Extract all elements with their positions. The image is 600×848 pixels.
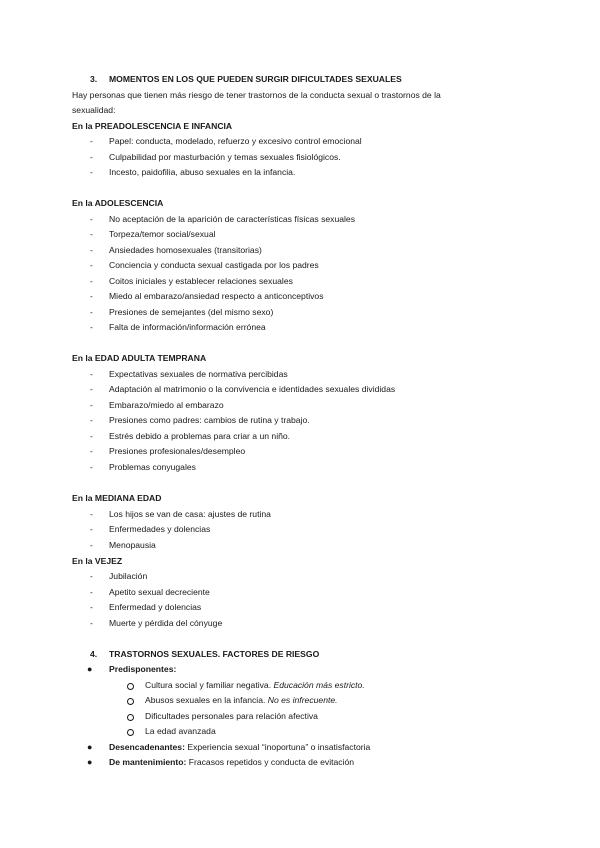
bullet-icon: ●: [87, 757, 93, 767]
dash-marker: -: [90, 322, 93, 332]
section-3-intro-line2: sexualidad:: [72, 105, 116, 115]
dash-marker: -: [90, 571, 93, 581]
dash-marker: -: [90, 245, 93, 255]
dash-marker: -: [90, 540, 93, 550]
list-item: Presiones como padres: cambios de rutina y trabajo.: [109, 415, 310, 425]
section-4-title: TRASTORNOS SEXUALES. FACTORES DE RIESGO: [109, 649, 320, 659]
dash-marker: -: [90, 260, 93, 270]
dash-marker: -: [90, 307, 93, 317]
group-heading-mediana-edad: En la MEDIANA EDAD: [72, 493, 162, 503]
list-item: Coitos iniciales y establecer relaciones sexuales: [109, 276, 293, 286]
list-item: Abusos sexuales en la infancia. No es infrecuente.: [145, 695, 338, 705]
mantenimiento-line: De mantenimiento: Fracasos repetidos y conducta de evitación: [109, 757, 355, 767]
dash-marker: -: [90, 229, 93, 239]
group-heading-adolescencia: En la ADOLESCENCIA: [72, 198, 164, 208]
list-item: Estrés debido a problemas para criar a un niño.: [109, 431, 291, 441]
list-item: Falta de información/información errónea: [109, 322, 266, 332]
group-heading-vejez: En la VEJEZ: [72, 556, 123, 566]
dash-marker: -: [90, 431, 93, 441]
dash-marker: -: [90, 369, 93, 379]
bullet-icon: ●: [87, 742, 93, 752]
group-heading-edad-adulta: En la EDAD ADULTA TEMPRANA: [72, 353, 207, 363]
dash-marker: -: [90, 509, 93, 519]
list-item: Cultura social y familiar negativa. Educación más estricto.: [145, 680, 365, 690]
list-item: Embarazo/miedo al embarazo: [109, 400, 224, 410]
list-item: Enfermedades y dolencias: [109, 524, 211, 534]
dash-marker: -: [90, 167, 93, 177]
list-item: Conciencia y conducta sexual castigada por los padres: [109, 260, 319, 270]
circle-bullet-icon: [127, 683, 134, 690]
list-item: Torpeza/temor social/sexual: [109, 229, 216, 239]
list-item: Incesto, paidofilia, abuso sexuales en la infancia.: [109, 167, 296, 177]
desencadenantes-line: Desencadenantes: Experiencia sexual “inoportuna” o insatisfactoria: [109, 742, 371, 752]
list-item: Papel: conducta, modelado, refuerzo y excesivo control emocional: [109, 136, 362, 146]
dash-marker: -: [90, 618, 93, 628]
list-item: Adaptación al matrimonio o la convivencia e identidades sexuales divididas: [109, 384, 396, 394]
circle-bullet-icon: [127, 698, 134, 705]
list-item: Dificultades personales para relación afectiva: [145, 711, 318, 721]
section-3-title: MOMENTOS EN LOS QUE PUEDEN SURGIR DIFICULTADES SEXUALES: [109, 74, 402, 84]
list-item: La edad avanzada: [145, 726, 216, 736]
list-item: Muerte y pérdida del cónyuge: [109, 618, 223, 628]
list-item: No aceptación de la aparición de características físicas sexuales: [109, 214, 356, 224]
dash-marker: -: [90, 276, 93, 286]
dash-marker: -: [90, 384, 93, 394]
circle-bullet-icon: [127, 729, 134, 736]
list-item: Miedo al embarazo/ansiedad respecto a anticonceptivos: [109, 291, 324, 301]
predisponentes-label: Predisponentes:: [109, 664, 177, 674]
section-3-number: 3.: [90, 74, 98, 84]
dash-marker: -: [90, 415, 93, 425]
list-item: Presiones de semejantes (del mismo sexo): [109, 307, 274, 317]
list-item: Menopausia: [109, 540, 156, 550]
dash-marker: -: [90, 587, 93, 597]
group-heading-preadolescencia: En la PREADOLESCENCIA E INFANCIA: [72, 121, 233, 131]
list-item: Presiones profesionales/desempleo: [109, 446, 246, 456]
dash-marker: -: [90, 152, 93, 162]
bullet-icon: ●: [87, 664, 93, 674]
circle-bullet-icon: [127, 714, 134, 721]
list-item: Enfermedad y dolencias: [109, 602, 202, 612]
dash-marker: -: [90, 524, 93, 534]
list-item: Expectativas sexuales de normativa percibidas: [109, 369, 288, 379]
dash-marker: -: [90, 602, 93, 612]
list-item: Los hijos se van de casa: ajustes de rutina: [109, 509, 271, 519]
list-item: Culpabilidad por masturbación y temas sexuales fisiológicos.: [109, 152, 341, 162]
dash-marker: -: [90, 400, 93, 410]
dash-marker: -: [90, 462, 93, 472]
dash-marker: -: [90, 291, 93, 301]
dash-marker: -: [90, 136, 93, 146]
list-item: Ansiedades homosexuales (transitorias): [109, 245, 262, 255]
section-4-number: 4.: [90, 649, 98, 659]
dash-marker: -: [90, 214, 93, 224]
section-3-intro-line1: Hay personas que tienen más riesgo de tener trastornos de la conducta sexual o trastornos de la: [72, 90, 441, 100]
list-item: Problemas conyugales: [109, 462, 196, 472]
list-item: Jubilación: [109, 571, 148, 581]
list-item: Apetito sexual decreciente: [109, 587, 210, 597]
dash-marker: -: [90, 446, 93, 456]
